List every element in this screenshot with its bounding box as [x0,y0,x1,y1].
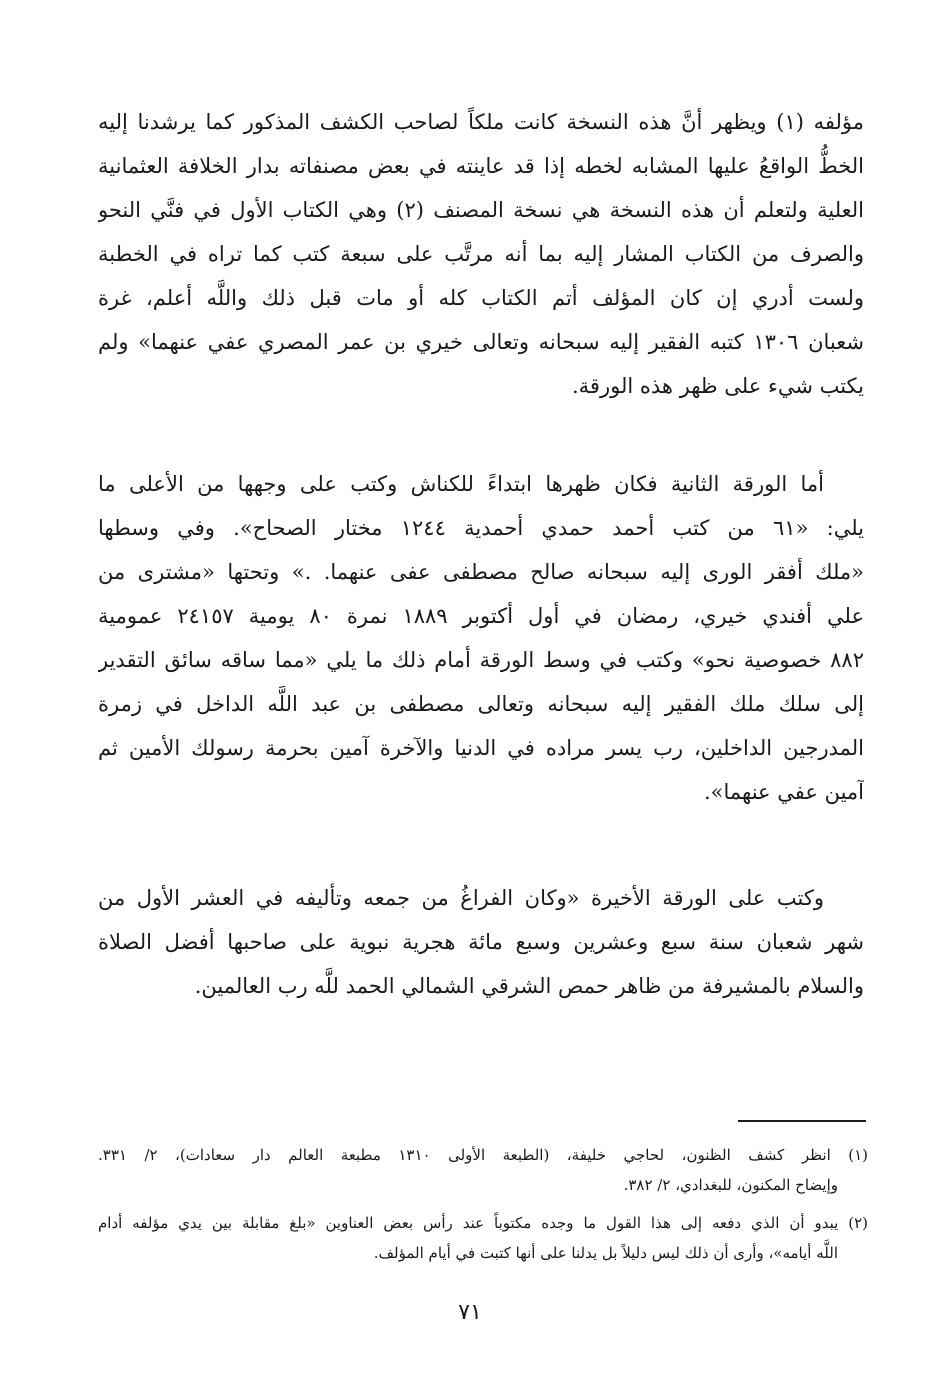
paragraph-3 [98,876,864,1008]
paragraph-line: إلى سلك ملك الفقير إليه سبحانه وتعالى مصطفى بن عبد اللَّه الداخل في زمرة [98,692,864,716]
paragraph-line: ولست أدري إن كان المؤلف أتم الكتاب كله أو مات قبل ذلك واللَّه أعلم، غرة [98,286,864,310]
paragraph-line: والصرف من الكتاب المشار إليه بما أنه مرتَّب على سبعة كتب كما تراه في الخطبة [98,242,864,266]
paragraph-line: «ملك أفقر الورى إليه سبحانه صالح مصطفى عفى عنهما. .» وتحتها «مشترى من [98,560,864,584]
paragraph-line: المدرجين الداخلين، رب يسر مراده في الدنيا والآخرة آمين بحرمة رسولك الأمين ثم [98,736,864,760]
paragraph-line: وكتب على الورقة الأخيرة «وكان الفراغُ من جمعه وتأليفه في العشر الأول من [98,886,824,910]
footnote-2 [98,1208,868,1268]
paragraph-2 [98,462,864,814]
footnote-line: (١) انظر كشف الظنون، لحاجي خليفة، (الطبعة الأولى ١٣١٠ مطبعة العالم دار سعادات)، ٢/ ٣٣١. [98,1146,868,1164]
paragraph-1 [98,100,864,408]
footnote-separator [738,1120,866,1122]
paragraph-line: شعبان ١٣٠٦ كتبه الفقير إليه سبحانه وتعالى خيري بن عمر المصري عفي عنهما» ولم [98,330,864,354]
footnote-line: (٢) يبدو أن الذي دفعه إلى هذا القول ما وجده مكتوباً عند رأس بعض العناوين «بلغ مقابلة بين يدي مؤلفه أدام [98,1214,868,1232]
footnote-1 [98,1140,868,1200]
paragraph-line: علي أفندي خيري، رمضان في أول أكتوبر ١٨٨٩ نمرة ٨٠ يومية ٢٤١٥٧ عمومية [98,604,864,628]
paragraph-line: أما الورقة الثانية فكان ظهرها ابتداءً للكناش وكتب على وجهها من الأعلى ما [98,472,824,496]
footnote-line: وإيضاح المكنون، للبغدادي، ٢/ ٣٨٢. [623,1176,838,1194]
paragraph-line: يكتب شيء على ظهر هذه الورقة. [571,374,864,398]
paragraph-line: الخطُّ الواقعُ عليها المشابه لخطه إذا قد عاينته في بعض مصنفاته بدار الخلافة العثمانية [98,154,864,178]
page-number: ٧١ [458,1300,482,1325]
paragraph-line: ٨٨٢ خصوصية نحو» وكتب في وسط الورقة أمام ذلك ما يلي «مما ساقه سائق التقدير [98,648,864,672]
paragraph-line: يلي: «٦١ من كتب أحمد حمدي أحمدية ١٢٤٤ مختار الصحاح». وفي وسطها [98,516,864,540]
paragraph-line: العلية ولتعلم أن هذه النسخة هي نسخة المصنف (٢) وهي الكتاب الأول في فنَّي النحو [98,198,864,222]
paragraph-line: والسلام بالمشيرفة من ظاهر حمص الشرقي الشمالي الحمد للَّه رب العالمين. [194,974,864,998]
paragraph-line: شهر شعبان سنة سبع وعشرين وسبع مائة هجرية نبوية على صاحبها أفضل الصلاة [98,930,864,954]
paragraph-line: آمين عفي عنهما». [703,780,864,804]
footnote-line: اللَّه أيامه»، وأرى أن ذلك ليس دليلاً بل يدلنا على أنها كتبت في أيام المؤلف. [373,1244,838,1262]
paragraph-line: مؤلفه (١) ويظهر أنَّ هذه النسخة كانت ملكاً لصاحب الكشف المذكور كما يرشدنا إليه [98,110,864,134]
